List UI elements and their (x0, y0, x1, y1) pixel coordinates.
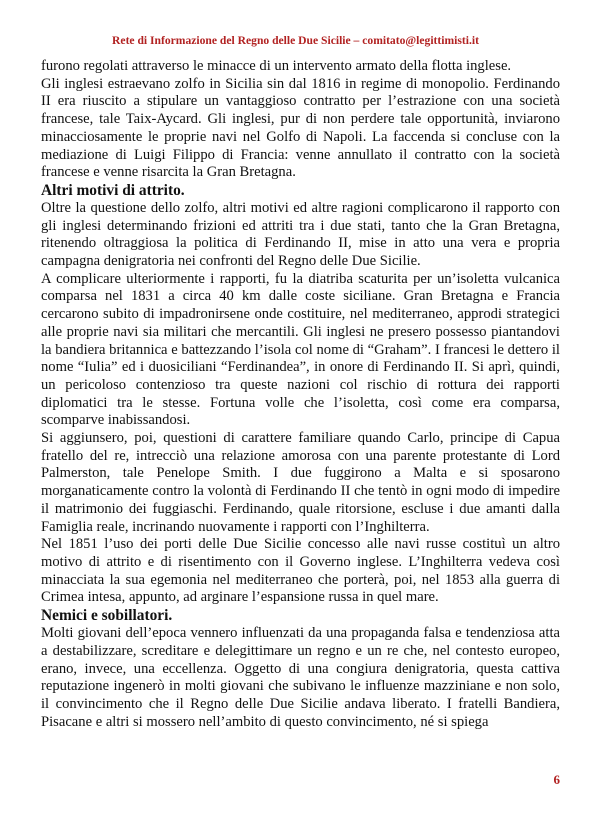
section-heading: Nemici e sobillatori. (41, 607, 173, 625)
running-header: Rete di Informazione del Regno delle Due Sicilie – comitato@legittimisti.it (112, 34, 479, 47)
paragraph: furono regolati attraverso le minacce di un intervento armato della flotta inglese. (41, 58, 512, 74)
article-body (41, 58, 560, 731)
paragraph: Oltre la questione dello zolfo, altri motivi ed altre ragioni complicarono il rapporto con gli inglesi determinando frizioni ed attriti tra i due stati, tanto che la Gran Bretagna, ritenendo oltraggiosa la politica di Ferdinando II, mise in atto una vera e propria campagna denigratoria nei confronti del Regno delle Due Sicilie. (41, 199, 560, 270)
paragraph: Gli inglesi estraevano zolfo in Sicilia sin dal 1816 in regime di monopolio. Ferdinando II era riuscito a stipulare un vantaggioso contratto per l’estrazione con una società francese, tale Taix-Aycard. Gli inglesi, pur di non perdere tale opportunità, inviarono minacciosamente le proprie navi nel Golfo di Napoli. La faccenda si concluse con la mediazione di Luigi Filippo di Francia: venne annullato il contratto con la società francese e venne risarcita la Gran Bretagna. (41, 75, 560, 181)
paragraph: Nel 1851 l’uso dei porti delle Due Sicilie concesso alle navi russe costituì un altro motivo di attrito e di risentimento con il Governo inglese. L’Inghilterra vedeva così minacciata la sua egemonia nel mediterraneo che porterà, poi, nel 1853 alla guerra di Crimea intesa, appunto, ad arginare l’espansione russa in quel mare. (41, 536, 560, 606)
paragraph: Si aggiunsero, poi, questioni di carattere familiare quando Carlo, principe di Capua fratello del re, intrecciò una relazione amorosa con una parente protestante di Lord Palmerston, tale Penelope Smith. I due fuggirono a Malta e si sposarono morganaticamente contro la volontà di Ferdinando II che tentò in ogni modo di impedire il matrimonio dei fuggiaschi. Ferdinando, quale ritorsione, escluse i due amanti dalla Famiglia reale, incrinando nuovamente i rapporti con l’Inghilterra. (41, 430, 560, 535)
page-number: 6 (553, 772, 560, 787)
paragraph: A complicare ulteriormente i rapporti, fu la diatriba scaturita per un’isoletta vulcanica comparsa nel 1831 a circa 40 km dalle coste siciliane. Gran Bretagna e Francia cercarono subito di impadronirsene onde costituire, nel mediterraneo, approdi strategici alle proprie navi sia militari che mercantili. Gli inglesi ne presero possesso piantandovi la bandiera britannica e battezzando l’isola col nome di “Graham”. I francesi le dettero il nome “Iulia” ed i duosiciliani “Ferdinandea”, in onore di Ferdinando II. Si aprì, quindi, un pericoloso contenzioso tra queste nazioni col rischio di rottura dei rapporti diplomatici tra le stesse. Fortuna volle che l’isoletta, così come era comparsa, scomparve inabissandosi. (41, 270, 560, 429)
paragraph: Molti giovani dell’epoca vennero influenzati da una propaganda falsa e tendenziosa atta a destabilizzare, screditare e delegittimare un regno e un re che, nel contesto europeo, erano, invece, una eccellenza. Oggetto di una congiura denigratoria, questa cattiva reputazione ingenerò in molti giovani che subivano le influenze mazziniane e non solo, il convincimento che il Regno delle Due Sicilie andava liberato. I fratelli Bandiera, Pisacane e altri si mossero nell’ambito di questo convincimento, né si spiega (41, 625, 560, 730)
section-heading: Altri motivi di attrito. (41, 181, 185, 199)
